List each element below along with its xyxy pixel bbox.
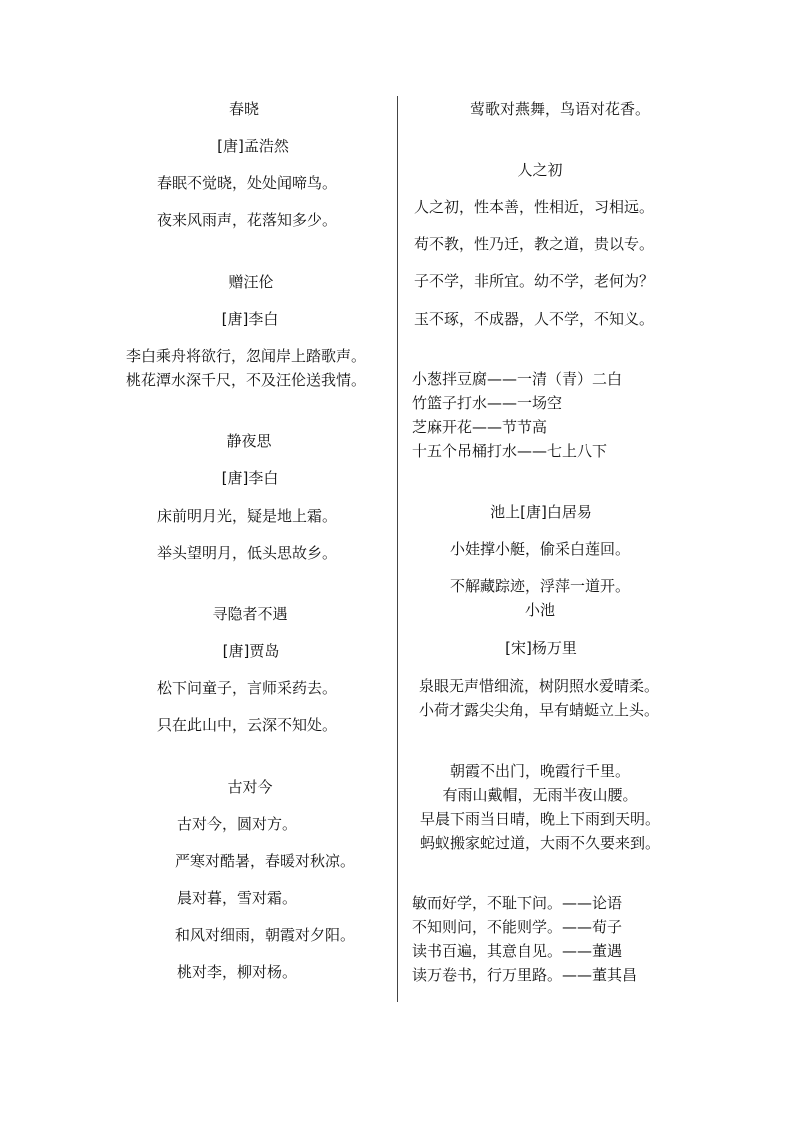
poem-line: 桃对李，柳对杨。 xyxy=(177,963,298,981)
poem-author: [唐]贾岛 xyxy=(222,642,280,660)
poem-author: [宋]杨万里 xyxy=(505,639,577,657)
poem-line: 子不学，非所宜。幼不学，老何为？ xyxy=(414,272,655,290)
poem-line: 春眠不觉晓，处处闻啼鸟。 xyxy=(156,174,338,192)
poem-title: 古对今 xyxy=(227,778,273,796)
poem-line: 和风对细雨，朝霞对夕阳。 xyxy=(175,926,356,944)
quote-item: 读书百遍，其意自见。——董遇 xyxy=(412,942,623,960)
poem-line: 小荷才露尖尖角，早有蜻蜓立上头。 xyxy=(418,701,660,719)
poem-line: 只在此山中，云深不知处。 xyxy=(156,716,338,734)
poem-line: 晨对暮，雪对霜。 xyxy=(177,889,298,907)
proverb-line: 有雨山戴帽，无雨半夜山腰。 xyxy=(442,786,638,804)
poem-line: 举头望明月，低头思故乡。 xyxy=(156,544,338,562)
column-divider xyxy=(397,96,398,1002)
poem-author: [唐]孟浩然 xyxy=(217,137,289,155)
poem-line: 苟不教，性乃迁，教之道，贵以专。 xyxy=(414,235,655,253)
proverb-line: 蚂蚁搬家蛇过道，大雨不久要来到。 xyxy=(419,834,661,852)
xiehouyu-item: 小葱拌豆腐——一清（青）二白 xyxy=(412,370,623,388)
poem-line: 桃花潭水深千尺，不及汪伦送我情。 xyxy=(125,371,367,389)
poem-line: 泉眼无声惜细流，树阴照水爱晴柔。 xyxy=(418,677,660,695)
poem-title: 小池 xyxy=(524,601,556,619)
poem-title: 静夜思 xyxy=(226,432,272,450)
poem-line: 小娃撑小艇，偷采白莲回。 xyxy=(449,540,631,558)
proverb-line: 朝霞不出门，晚霞行千里。 xyxy=(449,762,631,780)
poem-line: 严寒对酷暑，春暖对秋凉。 xyxy=(175,852,356,870)
poem-title: 人之初 xyxy=(517,161,563,179)
xiehouyu-item: 芝麻开花——节节高 xyxy=(412,418,548,436)
poem-line: 古对今，圆对方。 xyxy=(177,815,298,833)
poem-line: 李白乘舟将欲行，忽闻岸上踏歌声。 xyxy=(125,347,367,365)
couplet-line: 莺歌对燕舞，鸟语对花香。 xyxy=(469,100,651,118)
proverb-line: 早晨下雨当日晴，晚上下雨到天明。 xyxy=(419,810,661,828)
poem-author: [唐]李白 xyxy=(221,469,279,487)
poem-title: 寻隐者不遇 xyxy=(212,605,288,623)
poem-line: 夜来风雨声，花落知多少。 xyxy=(156,211,338,229)
quote-item: 读万卷书，行万里路。——董其昌 xyxy=(412,966,638,984)
poem-line: 床前明月光，疑是地上霜。 xyxy=(156,507,338,525)
poem-line: 玉不琢，不成器，人不学，不知义。 xyxy=(414,310,655,328)
poem-author: [唐]李白 xyxy=(221,310,279,328)
poem-title: 池上[唐]白居易 xyxy=(490,503,592,521)
quote-item: 敏而好学，不耻下问。——论语 xyxy=(412,894,623,912)
xiehouyu-item: 竹篮子打水——一场空 xyxy=(412,394,563,412)
poem-title: 赠汪伦 xyxy=(228,273,274,291)
poem-title: 春晓 xyxy=(228,100,260,118)
xiehouyu-item: 十五个吊桶打水——七上八下 xyxy=(412,442,608,460)
quote-item: 不知则问，不能则学。——荀子 xyxy=(412,918,623,936)
poem-line: 人之初，性本善，性相近，习相远。 xyxy=(414,198,655,216)
poem-line: 松下问童子，言师采药去。 xyxy=(156,679,338,697)
poem-line: 不解藏踪迹，浮萍一道开。 xyxy=(449,577,631,595)
